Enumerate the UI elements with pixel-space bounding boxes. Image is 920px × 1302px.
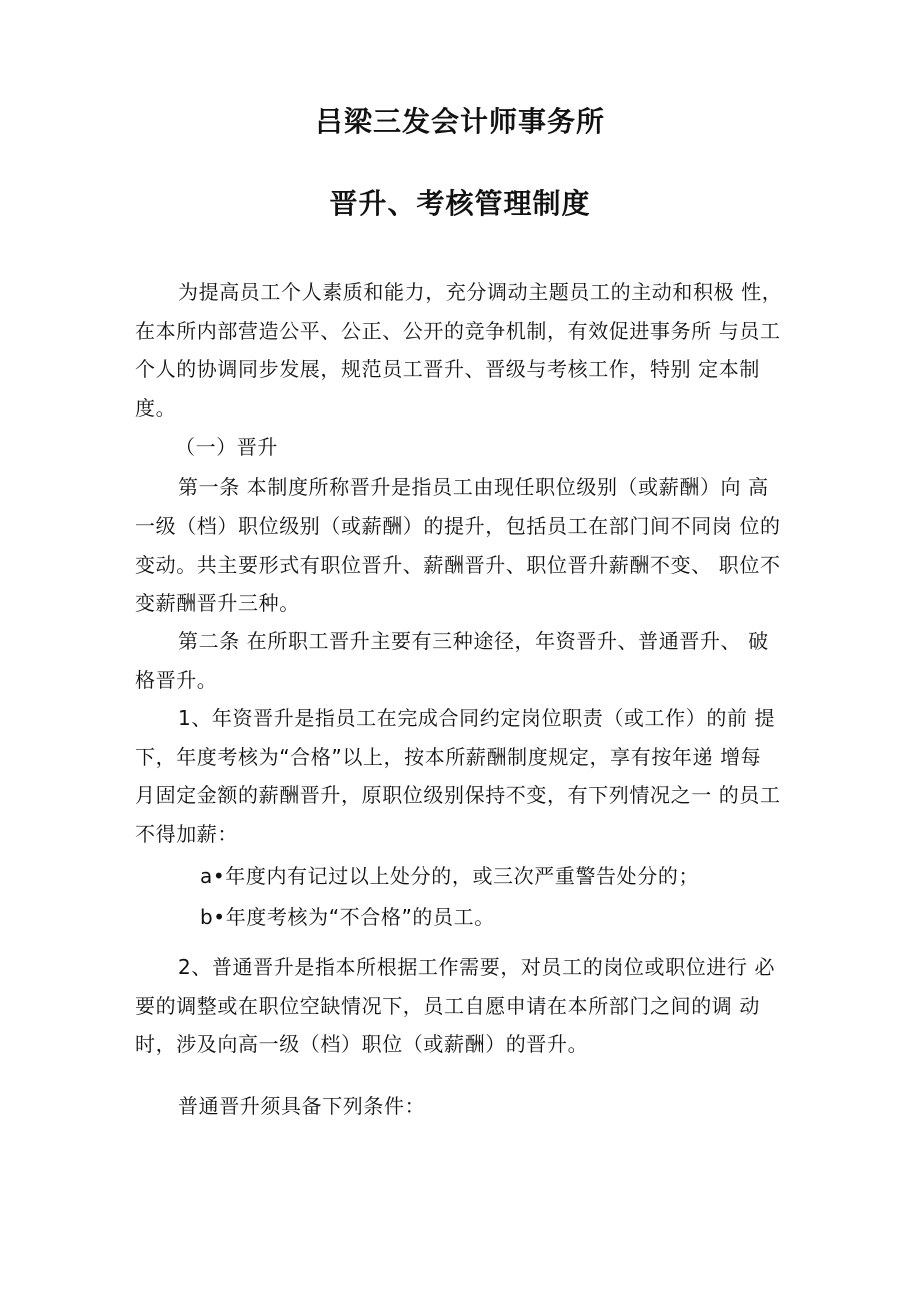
paragraph-line: 时，涉及向高一级（档）职位（或薪酬）的晋升。: [135, 1032, 589, 1056]
paragraph-line: 1、年资晋升是指员工在完成合同约定岗位职责（或工作）的前 提: [178, 706, 776, 730]
paragraph-line: 下，年度考核为“合格”以上，按本所薪酬制度规定，享有按年递 增每: [135, 745, 762, 769]
paragraph-line: 为提高员工个人素质和能力，充分调动主题员工的主动和积极 性，: [178, 280, 783, 304]
paragraph-line: 变薪酬晋升三种。: [135, 591, 300, 615]
document-subtitle: 晋升、考核管理制度: [329, 187, 591, 220]
list-item: b•年度考核为“不合格”的员工。: [200, 905, 495, 929]
paragraph-line: 一级（档）职位级别（或薪酬）的提升，包括员工在部门间不同岗 位的: [135, 514, 781, 538]
document-title: 吕梁三发会计师事务所: [314, 105, 605, 138]
section-heading: （一）晋升: [175, 435, 278, 459]
list-item: a•年度内有记过以上处分的，或三次严重警告处分的；: [200, 864, 700, 888]
paragraph-line: 第一条 本制度所称晋升是指员工由现任职位级别（或薪酬）向 高: [178, 475, 769, 499]
paragraph-line: 月固定金额的薪酬晋升，原职位级别保持不变，有下列情况之一 的员工: [135, 783, 781, 807]
paragraph-line: 2、普通晋升是指本所根据工作需要，对员工的岗位或职位进行 必: [178, 955, 776, 979]
paragraph-line: 第二条 在所职工晋升主要有三种途径，年资晋升、普通晋升、 破: [178, 629, 769, 653]
paragraph-line: 格晋升。: [135, 668, 218, 692]
paragraph-line: 变动。共主要形式有职位晋升、薪酬晋升、职位晋升薪酬不变、 职位不: [135, 553, 781, 577]
paragraph-line: 在本所内部营造公平、公正、公开的竞争机制，有效促进事务所 与员工: [135, 319, 781, 343]
paragraph-line: 不得加薪：: [135, 822, 238, 846]
paragraph-line: 个人的协调同步发展，规范员工晋升、晋级与考核工作，特别 定本制: [135, 357, 760, 381]
paragraph-line: 度。: [135, 396, 177, 420]
paragraph-line: 普通晋升须具备下列条件：: [178, 1094, 426, 1118]
paragraph-line: 要的调整或在职位空缺情况下，员工自愿申请在本所部门之间的调 动: [135, 994, 760, 1018]
